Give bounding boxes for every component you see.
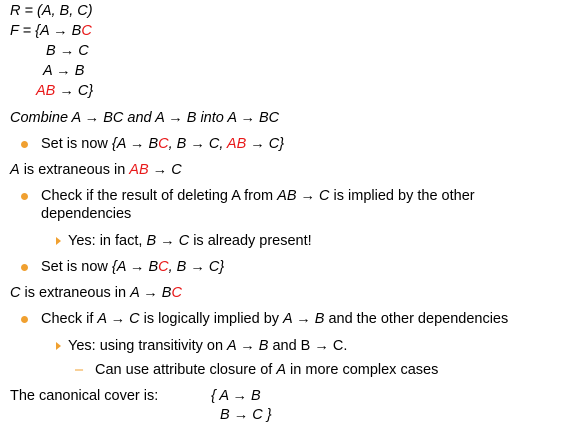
relation-schema: R = (A, B, C) (10, 3, 93, 19)
triangle-bullet-icon (56, 342, 61, 350)
fd-set-line3: A → B (43, 63, 85, 79)
bullet-icon (21, 316, 28, 323)
check-deletion-line2: dependencies (41, 206, 132, 222)
extraneous-a-heading: A is extraneous in AB → C (10, 162, 182, 178)
bullet-icon (21, 193, 28, 200)
extraneous-c-heading: C is extraneous in A → BC (10, 285, 182, 301)
set-now-line-2: Set is now {A → BC, B → C} (41, 259, 225, 275)
dash-bullet-icon: – (75, 362, 84, 378)
set-now-line-1: Set is now {A → BC, B → C, AB → C} (41, 136, 285, 152)
combine-heading: Combine A → BC and A → B into A → BC (10, 110, 280, 126)
bullet-icon (21, 141, 28, 148)
triangle-bullet-icon (56, 237, 61, 245)
transitivity-line: Yes: using transitivity on A → B and B → C. (68, 338, 348, 354)
canonical-cover-label: The canonical cover is: (10, 388, 159, 404)
fd-set-line2: B → C (46, 43, 89, 59)
already-present-line: Yes: in fact, B → C is already present! (68, 233, 312, 249)
fd-set-line4: AB → C} (36, 83, 94, 99)
check-implied-line: Check if A → C is logically implied by A → B and the other dependencies (41, 311, 509, 327)
bullet-icon (21, 264, 28, 271)
fd-set-line1: F = {A → BC (10, 23, 92, 39)
canonical-cover-line2: B → C } (220, 407, 272, 423)
attribute-closure-line: Can use attribute closure of A in more complex cases (95, 362, 439, 378)
canonical-cover-line1: { A → B (211, 388, 261, 404)
check-deletion-line1: Check if the result of deleting A from AB → C is implied by the other (41, 188, 475, 204)
